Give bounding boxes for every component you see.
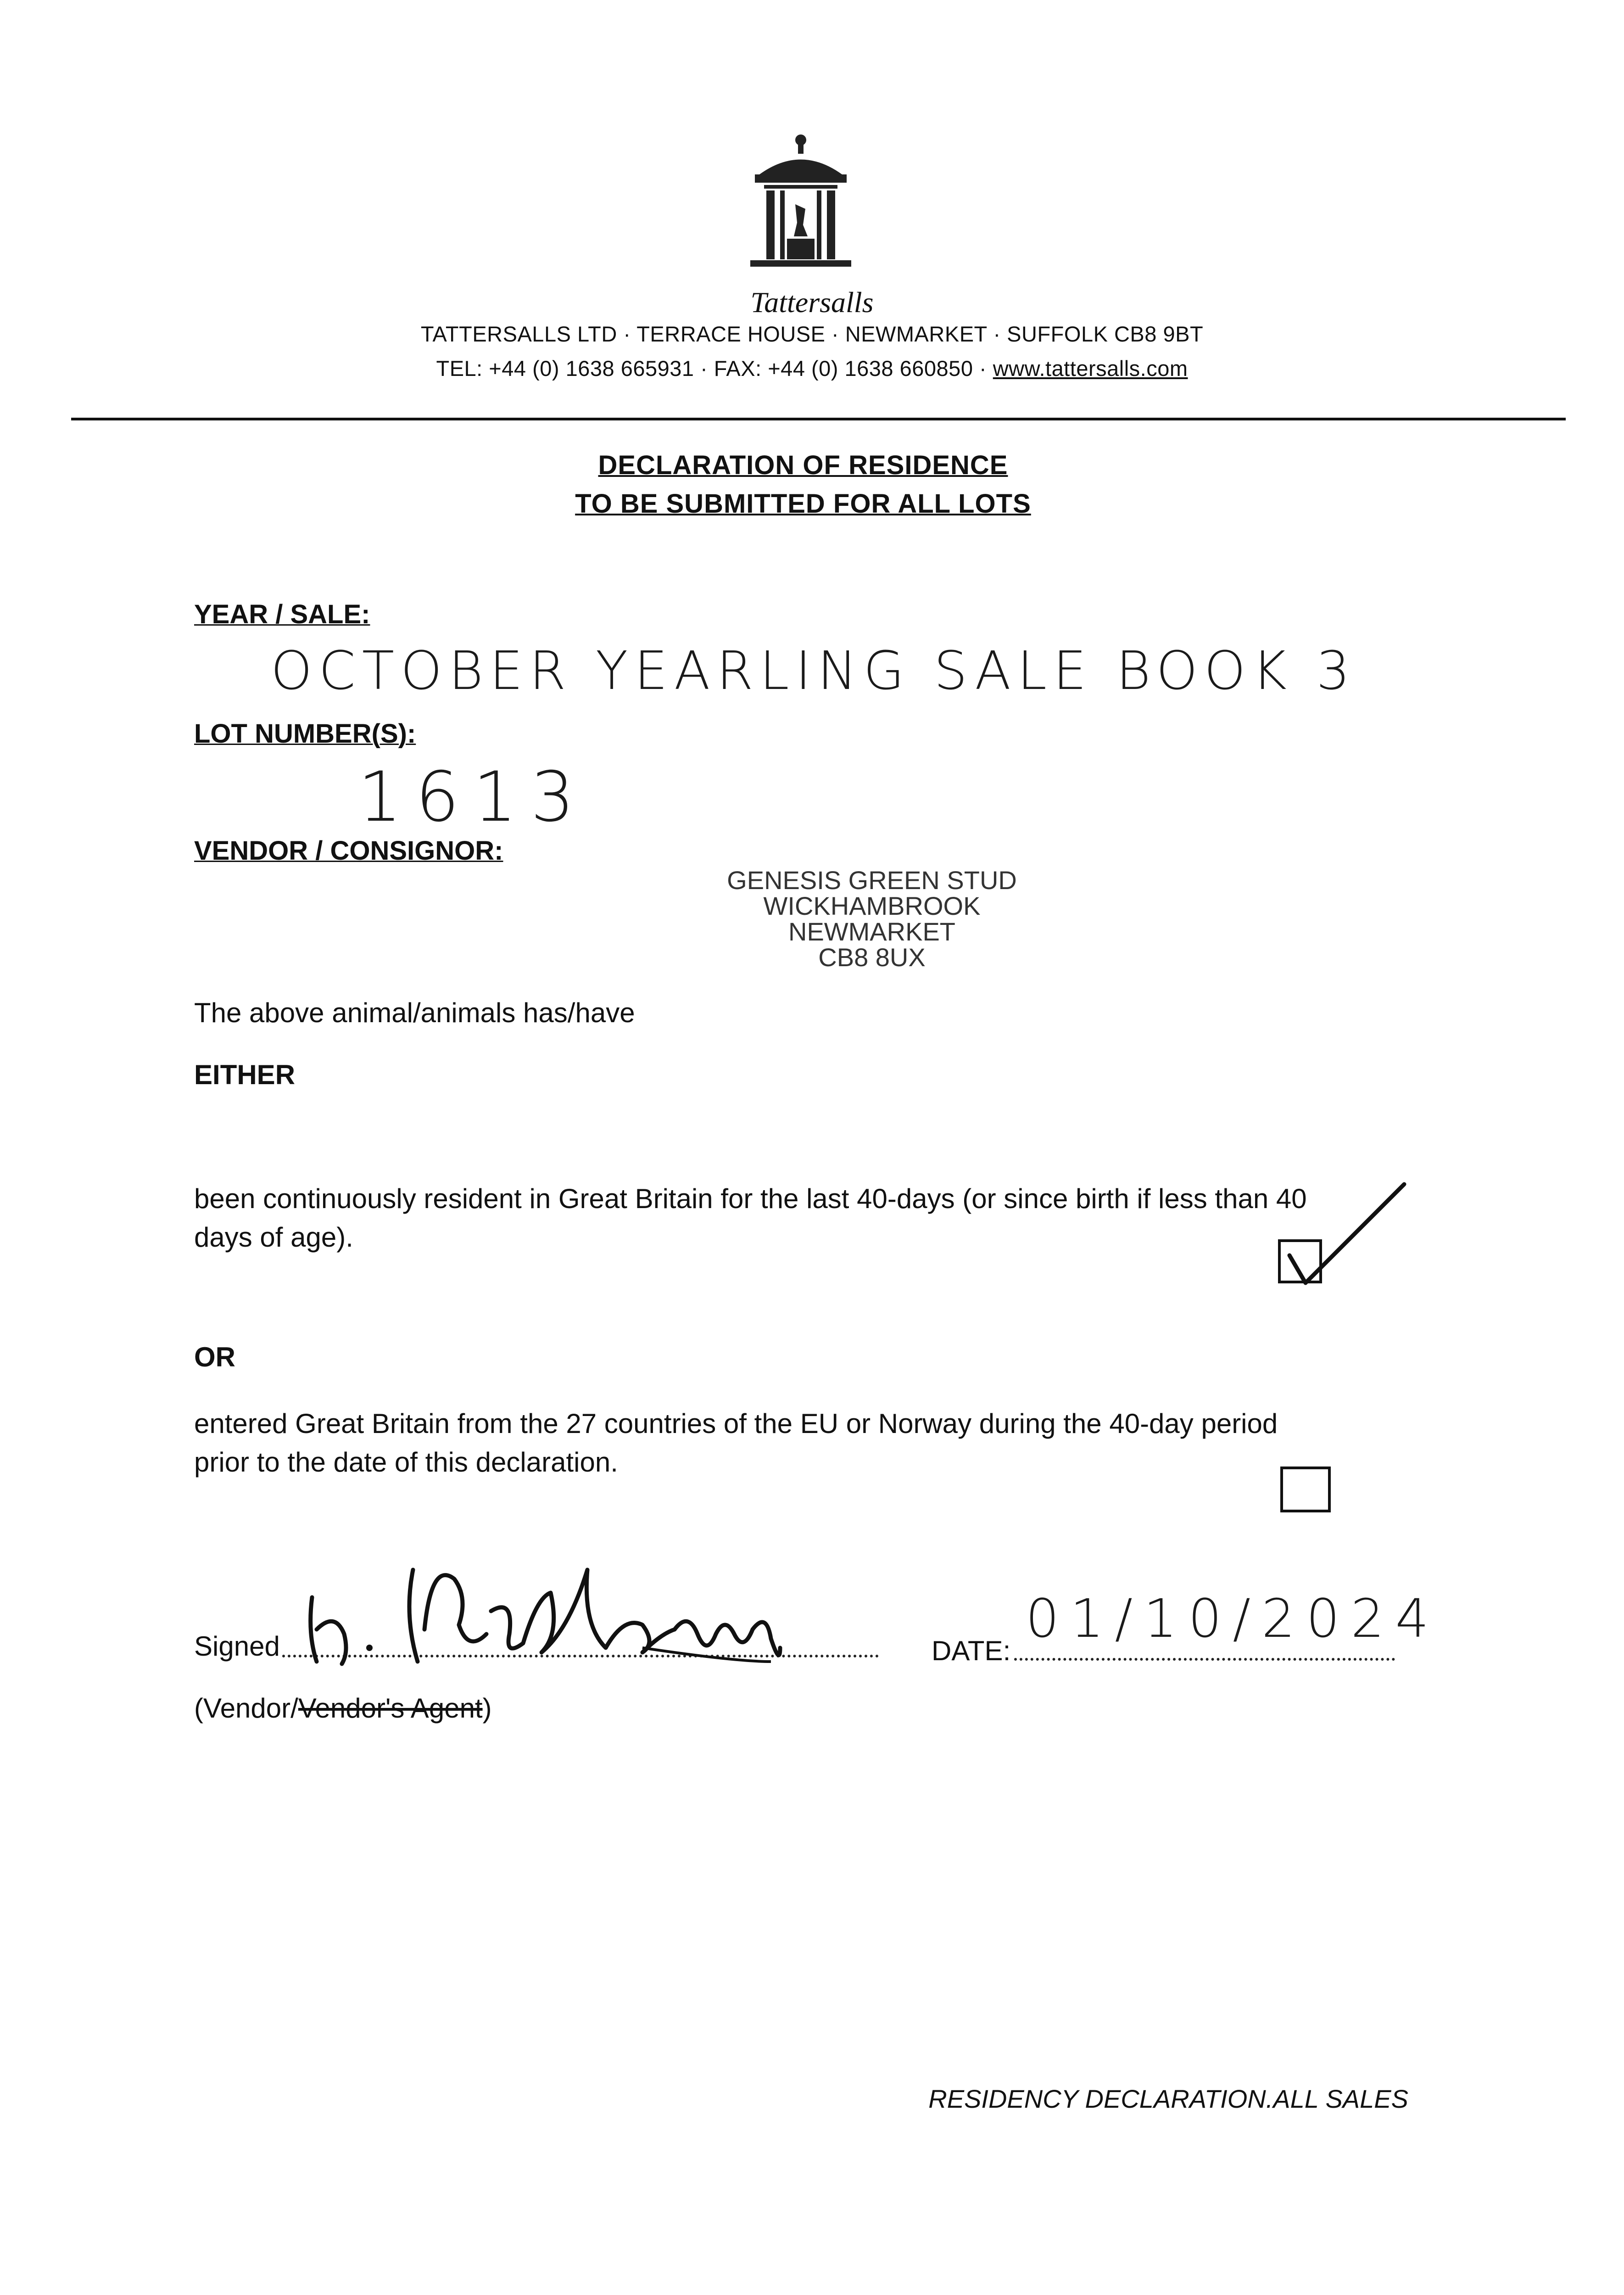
company-address: TATTERSALLS LTD · TERRACE HOUSE · NEWMARKET · SUFFOLK CB8 9BT	[420, 322, 1204, 346]
role-close: )	[482, 1693, 492, 1724]
option2-checkbox[interactable]	[1280, 1467, 1331, 1512]
stamp-line: NEWMARKET	[788, 917, 955, 946]
role-agent-struck: Vendor's Agent	[298, 1693, 483, 1724]
contact-numbers: TEL: +44 (0) 1638 665931 · FAX: +44 (0) 1638 660850 ·	[436, 356, 993, 381]
intro-text: The above animal/animals has/have	[194, 997, 635, 1028]
option1-line2: days of age).	[194, 1222, 353, 1253]
lot-number-label: LOT NUMBER(S):	[194, 719, 416, 749]
pavilion-logo-icon	[741, 131, 860, 278]
website-link[interactable]: www.tattersalls.com	[993, 356, 1188, 381]
or-label: OR	[194, 1342, 235, 1372]
brand-name: Tattersalls	[750, 286, 874, 319]
year-sale-value: OCTOBER YEARLING SALE BOOK 3	[271, 640, 1356, 702]
signed-label: Signed	[194, 1631, 280, 1662]
option2-line1: entered Great Britain from the 27 countries of the EU or Norway during the 40-day period	[194, 1408, 1278, 1439]
role-vendor: (Vendor/	[194, 1693, 298, 1724]
title-line-1: DECLARATION OF RESIDENCE	[598, 450, 1008, 480]
date-line	[1014, 1658, 1395, 1661]
stamp-line: WICKHAMBROOK	[763, 891, 981, 920]
lot-number-value: 1613	[358, 757, 588, 837]
header-rule	[71, 418, 1566, 420]
stamp-line: CB8 8UX	[818, 943, 926, 972]
option1-line1: been continuously resident in Great Britain for the last 40-days (or since birth if less than 40	[194, 1183, 1307, 1214]
title-line-2: TO BE SUBMITTED FOR ALL LOTS	[575, 489, 1031, 519]
vendor-stamp	[688, 868, 1055, 970]
either-label: EITHER	[194, 1059, 296, 1090]
handwritten-signature	[294, 1542, 835, 1680]
check-mark-icon	[1280, 1175, 1418, 1294]
signer-role	[194, 1689, 492, 1728]
year-sale-label: YEAR / SALE:	[194, 599, 370, 629]
footer-text: RESIDENCY DECLARATION.ALL SALES	[928, 2084, 1408, 2113]
date-label: DATE:	[932, 1635, 1011, 1666]
date-value: 01/10/2024	[1026, 1588, 1440, 1650]
company-contact	[0, 356, 1624, 381]
stamp-line: GENESIS GREEN STUD	[727, 866, 1017, 895]
option2-line2: prior to the date of this declaration.	[194, 1447, 618, 1478]
vendor-label: VENDOR / CONSIGNOR:	[194, 836, 503, 866]
